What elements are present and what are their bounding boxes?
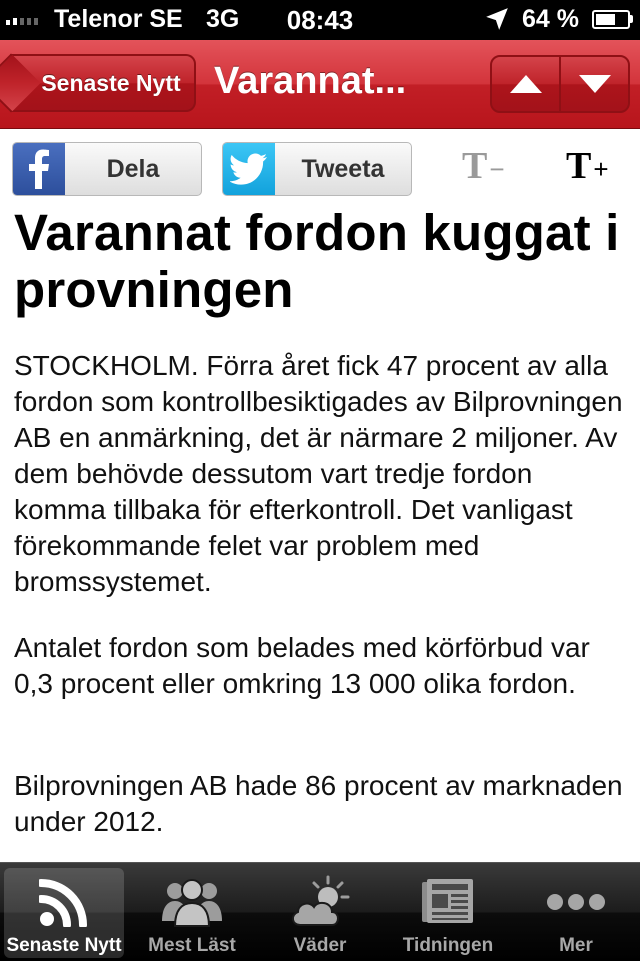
decrease-font-button[interactable] bbox=[462, 144, 532, 192]
battery-icon bbox=[592, 10, 630, 29]
tab-label: Mer bbox=[559, 935, 593, 956]
navigation-bar bbox=[0, 40, 640, 129]
newspaper-icon bbox=[415, 873, 481, 931]
tab-bar bbox=[0, 862, 640, 961]
article-pager bbox=[490, 55, 630, 113]
tab-label: Mest Läst bbox=[148, 935, 236, 956]
tab-mer[interactable] bbox=[512, 863, 640, 961]
decrease-sign: − bbox=[489, 154, 505, 184]
network-type: 3G bbox=[206, 5, 240, 33]
battery-percent: 64 % bbox=[522, 5, 579, 33]
next-article-button[interactable] bbox=[559, 57, 628, 111]
facebook-icon bbox=[13, 143, 65, 195]
weather-icon bbox=[287, 873, 353, 931]
location-arrow-icon bbox=[484, 6, 510, 32]
article-paragraph: STOCKHOLM. Förra året fick 47 procent av alla fordon som kontrollbesiktigades av Bilprovningen AB en anmärkning, det är närmare 2 miljoner. Av dem behövde dessutom vart tredje fordon komma tillbaka för efterkontroll. Det vanligast förekommande felet var problem med bromssystemet. bbox=[14, 350, 623, 597]
increase-sign: + bbox=[593, 154, 609, 184]
tab-vader[interactable] bbox=[256, 863, 384, 961]
clock: 08:43 bbox=[286, 5, 354, 35]
carrier-name: Telenor SE bbox=[54, 5, 183, 33]
arrow-up-icon bbox=[509, 74, 543, 94]
facebook-share-button[interactable] bbox=[12, 142, 202, 196]
tab-tidningen[interactable] bbox=[384, 863, 512, 961]
twitter-share-button[interactable] bbox=[222, 142, 412, 196]
people-icon bbox=[159, 873, 225, 931]
tab-label: Senaste Nytt bbox=[6, 935, 122, 956]
article-paragraph: Bilprovningen AB hade 86 procent av marknaden under 2012. bbox=[14, 770, 623, 837]
twitter-bird-icon bbox=[223, 143, 275, 195]
twitter-share-label: Tweeta bbox=[301, 154, 385, 183]
tab-senaste-nytt[interactable] bbox=[0, 863, 128, 961]
tab-mest-last[interactable] bbox=[128, 863, 256, 961]
page-title: Varannat... bbox=[214, 60, 407, 102]
back-button-label: Senaste Nytt bbox=[41, 69, 181, 96]
more-icon bbox=[543, 873, 609, 931]
rss-icon bbox=[31, 873, 97, 931]
increase-font-button[interactable] bbox=[566, 144, 636, 192]
arrow-down-icon bbox=[578, 74, 612, 94]
article-headline: Varannat fordon kuggat i provningen bbox=[14, 204, 620, 318]
article-paragraph: Antalet fordon som belades med körförbud var 0,3 procent eller omkring 13 000 olika fordon. bbox=[14, 632, 590, 699]
facebook-share-label: Dela bbox=[106, 154, 160, 183]
back-button[interactable] bbox=[10, 54, 196, 112]
battery-tip bbox=[630, 15, 633, 23]
font-glyph: T bbox=[462, 145, 488, 187]
status-bar bbox=[0, 0, 640, 40]
font-glyph: T bbox=[566, 145, 592, 187]
back-arrow-shape bbox=[0, 53, 41, 112]
previous-article-button[interactable] bbox=[492, 57, 559, 111]
tab-label: Tidningen bbox=[402, 935, 494, 956]
tab-label: Väder bbox=[293, 935, 347, 956]
